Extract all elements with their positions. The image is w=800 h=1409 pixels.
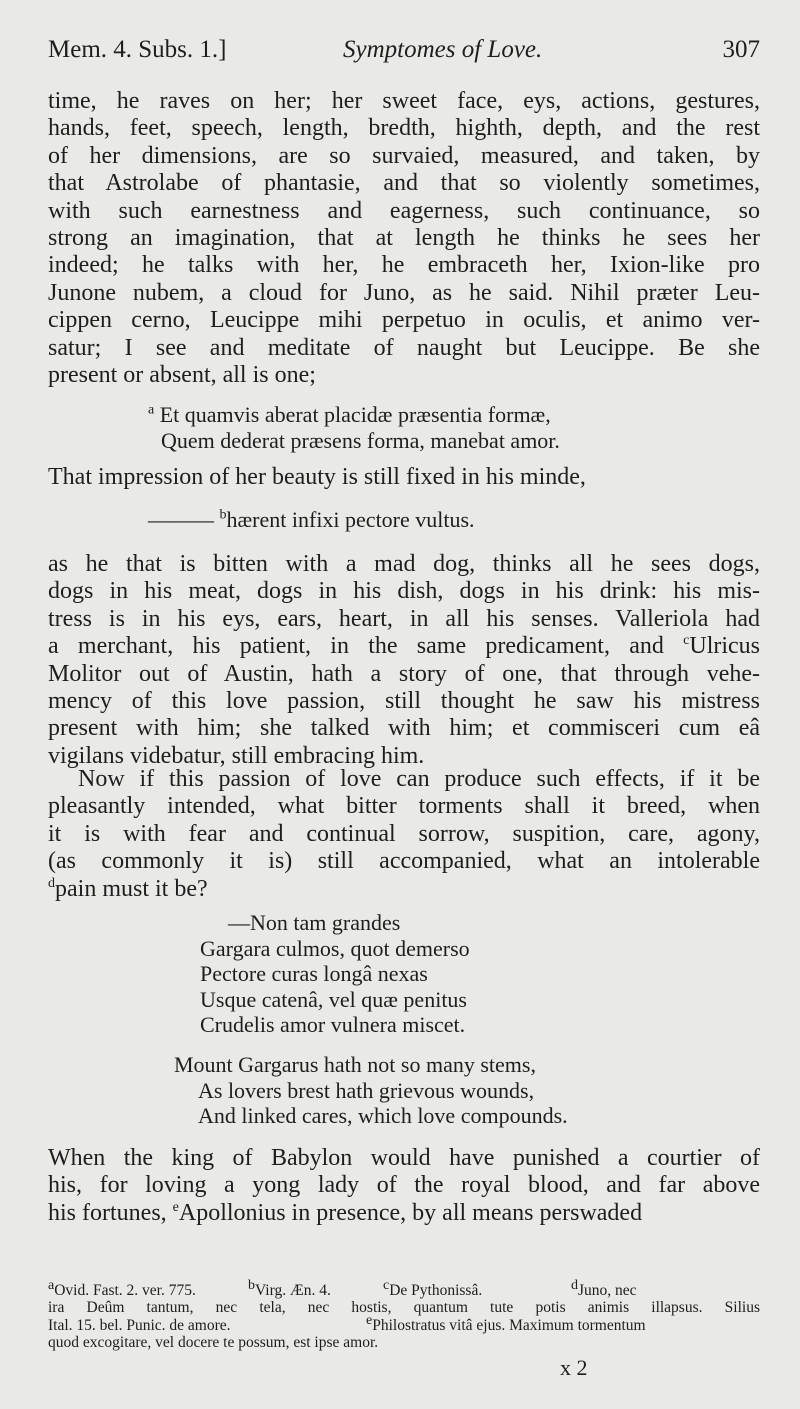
verse-latin-2: [148, 507, 475, 533]
verse-line: Gargara culmos, quot demerso: [200, 935, 470, 961]
paragraph-2: [48, 551, 760, 770]
text-line: time, he raves on her; her sweet face, eys, actions, gestures,: [48, 88, 760, 114]
footnote-mark-e: e: [172, 1199, 179, 1215]
text-line: $^d$pain must it be?: [48, 875, 208, 902]
verse-line: Pectore curas longâ nexas: [200, 961, 428, 986]
paragraph-1: [48, 88, 760, 389]
text-line: That impression of her beauty is still fixed in his minde,: [48, 464, 586, 490]
text-line: Now if this passion of love can produce such effects, if it be: [78, 766, 760, 792]
text-line: of her dimensions, are so survaied, measured, and taken, by: [48, 142, 760, 169]
text-line: his fortunes, $^e$Apollonius in presence, by all means perswaded: [48, 1199, 643, 1226]
paragraph-3: [48, 766, 760, 903]
text-line: Molitor out of Austin, hath a story of one, that through vehe-: [48, 660, 760, 687]
text-line: a merchant, his patient, in the same predicament, and $^c$Ulricus: [48, 633, 761, 660]
text-line: hands, feet, speech, length, bredth, highth, depth, and the rest: [48, 115, 760, 142]
footnote-mark-a: a: [148, 402, 155, 418]
text-line: it is with fear and continual sorrow, suspition, care, agony,: [48, 820, 760, 847]
verse-english: [174, 1052, 568, 1129]
text-line: (as commonly it is) still accompanied, what an intolerable: [48, 848, 760, 875]
footnote-mark-b: b: [219, 507, 227, 523]
header-title: Symptomes of Love.: [343, 36, 543, 63]
text-line: that Astrolabe of phantasie, and that so violently sometimes,: [48, 170, 760, 197]
text-line: Junone nubem, a cloud for Juno, as he said. Nihil præter Leu-: [48, 279, 760, 306]
verse-line: Usque catenâ, vel quæ penitus: [200, 986, 467, 1012]
header-section: Mem. 4. Subs. 1.]: [48, 36, 227, 63]
footnote-line: quod excogitare, vel docere te possum, est ipse amor.: [48, 1334, 379, 1352]
text-line: mency of this love passion, still thought he saw his mistress: [48, 687, 760, 714]
text-line: strong an imagination, that at length he thinks he sees her: [48, 224, 760, 251]
verse-line: As lovers brest hath grievous wounds,: [198, 1077, 535, 1103]
verse-latin-1: [148, 402, 560, 453]
text-line: with such earnestness and eagerness, such continuance, so: [48, 197, 760, 224]
text-line: tress is in his eys, ears, heart, in all his senses. Valleriola had: [48, 605, 760, 632]
footnote-line: Ital. 15. bel. Punic. de amore. ePhilostratus vitâ ejus. Maximum tormentum: [48, 1312, 646, 1334]
text-line: dogs in his meat, dogs in his dish, dogs in his drink: his mis-: [48, 578, 760, 605]
verse-line: Crudelis amor vulnera miscet.: [200, 1012, 466, 1037]
footnote-mark-d: d: [48, 875, 55, 891]
text-line: present with him; she talked with him; et commisceri cum eâ: [48, 715, 760, 742]
page-number: 307: [722, 36, 760, 63]
footnote-a: aOvid. Fast. 2. ver. 775.: [48, 1277, 196, 1299]
text-line: vigilans videbatur, still embracing him.: [48, 742, 425, 769]
verse-line: Quem dederat præsens forma, manebat amor.: [161, 427, 560, 453]
verse-line: ——— $^b$hærent infixi pectore vultus.: [148, 507, 475, 532]
text-line: satur; I see and meditate of naught but Leucippe. Be she: [48, 334, 760, 361]
footnotes: [48, 1277, 760, 1352]
verse-line: And linked cares, which love compounds.: [198, 1103, 568, 1128]
text-line: When the king of Babylon would have punished a courtier of: [48, 1145, 760, 1171]
footnote-line: ira Deûm tantum, nec tela, nec hostis, quantum tute potis animis illapsus. Silius: [48, 1299, 760, 1317]
verse-line: Mount Gargarus hath not so many stems,: [174, 1052, 536, 1077]
text-line: as he that is bitten with a mad dog, thinks all he sees dogs,: [48, 551, 760, 577]
text-line: cippen cerno, Leucippe mihi perpetuo in oculis, et animo ver-: [48, 307, 760, 334]
footnote-d: dJuno, nec: [571, 1277, 637, 1299]
footnote-e: ePhilostratus vitâ ejus. Maximum tormentum: [366, 1312, 646, 1334]
impression-line: [48, 464, 760, 491]
text-line: indeed; he talks with her, he embraceth her, Ixion-like pro: [48, 252, 760, 279]
running-header: [48, 36, 760, 70]
signature-mark: x 2: [560, 1355, 588, 1380]
verse-line: $^a$ Et quamvis aberat placidæ præsentia formæ,: [148, 402, 551, 427]
text-line: present or absent, all is one;: [48, 361, 316, 388]
text-line: pleasantly intended, what bitter torments shall it breed, when: [48, 793, 760, 820]
verse-line: —Non tam grandes: [228, 910, 401, 935]
paragraph-4: [48, 1145, 760, 1227]
verse-latin-3: [200, 910, 470, 1038]
footnote-line: [48, 1277, 760, 1299]
footnote-b: bVirg. Æn. 4.: [248, 1277, 331, 1299]
text-line: his, for loving a yong lady of the royal blood, and far above: [48, 1172, 760, 1199]
footnote-c: cDe Pythonissâ.: [383, 1277, 483, 1299]
footnote-mark-c: c: [683, 633, 690, 649]
